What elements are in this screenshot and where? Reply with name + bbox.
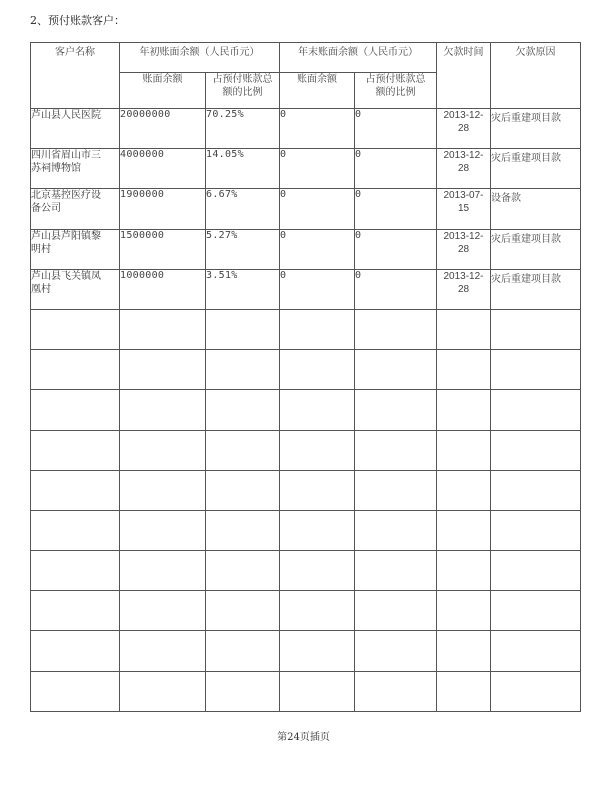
opening-ratio-cell: 14.05%: [206, 149, 280, 189]
arrears-reason-cell: 灾后重建项目款: [491, 269, 581, 309]
header-closing-ratio-line2: 额的比例: [375, 87, 416, 98]
arrears-date-cell: 2013-12- 28: [437, 109, 491, 149]
empty-table-row: [31, 631, 581, 671]
empty-table-row: [31, 309, 581, 349]
table-row: [31, 189, 581, 229]
header-opening-ratio-line2: 额的比例: [222, 87, 263, 98]
opening-balance-cell: 1900000: [120, 189, 206, 229]
closing-balance-cell: 0: [280, 269, 355, 309]
customer-name-cell: 芦山县人民医院: [31, 109, 120, 149]
header-opening-ratio-line1: 占预付账款总: [212, 74, 273, 85]
customer-name-cell: 四川省眉山市三 苏祠博物馆: [31, 149, 120, 189]
closing-ratio-cell: 0: [355, 189, 437, 229]
opening-ratio-cell: 3.51%: [206, 269, 280, 309]
arrears-date-cell: 2013-12- 28: [437, 269, 491, 309]
arrears-reason-cell: 灾后重建项目款: [491, 109, 581, 149]
empty-table-row: [31, 470, 581, 510]
empty-table-row: [31, 390, 581, 430]
closing-balance-cell: 0: [280, 189, 355, 229]
opening-balance-cell: 1000000: [120, 269, 206, 309]
closing-balance-cell: 0: [280, 229, 355, 269]
customer-name-cell: 北京基控医疗设 备公司: [31, 189, 120, 229]
arrears-date-cell: 2013-12- 28: [437, 229, 491, 269]
opening-balance-cell: 20000000: [120, 109, 206, 149]
opening-ratio-cell: 5.27%: [206, 229, 280, 269]
header-closing-ratio: [355, 73, 437, 109]
opening-ratio-cell: 6.67%: [206, 189, 280, 229]
arrears-date-cell: 2013-12- 28: [437, 149, 491, 189]
header-arrears-time: 欠款时间: [437, 43, 491, 109]
header-closing-book-balance: 账面余额: [280, 73, 355, 109]
header-closing-ratio-line1: 占预付账款总: [365, 74, 426, 85]
table-row: [31, 149, 581, 189]
prepaid-accounts-table: [30, 42, 581, 712]
header-customer-name: 客户名称: [31, 43, 120, 109]
closing-balance-cell: 0: [280, 109, 355, 149]
closing-ratio-cell: 0: [355, 149, 437, 189]
header-opening-balance-group: 年初账面余额（人民币元）: [120, 43, 280, 73]
table-row: [31, 229, 581, 269]
table-row: [31, 269, 581, 309]
empty-table-row: [31, 510, 581, 550]
opening-balance-cell: 4000000: [120, 149, 206, 189]
page-footer: 第24页插页: [277, 732, 330, 743]
customer-name-cell: 芦山县芦阳镇黎 明村: [31, 229, 120, 269]
closing-balance-cell: 0: [280, 149, 355, 189]
arrears-date-cell: 2013-07- 15: [437, 189, 491, 229]
opening-ratio-cell: 70.25%: [206, 109, 280, 149]
table-row: [31, 109, 581, 149]
header-arrears-reason: 欠款原因: [491, 43, 581, 109]
empty-table-row: [31, 430, 581, 470]
closing-ratio-cell: 0: [355, 269, 437, 309]
opening-balance-cell: 1500000: [120, 229, 206, 269]
empty-table-row: [31, 671, 581, 711]
arrears-reason-cell: 设备款: [491, 189, 581, 229]
empty-table-row: [31, 350, 581, 390]
header-opening-book-balance: 账面余额: [120, 73, 206, 109]
customer-name-cell: 芦山县飞关镇凤 凰村: [31, 269, 120, 309]
header-opening-ratio: [206, 73, 280, 109]
closing-ratio-cell: 0: [355, 229, 437, 269]
section-heading: 2、预付账款客户：: [30, 14, 125, 27]
empty-table-row: [31, 591, 581, 631]
arrears-reason-cell: 灾后重建项目款: [491, 149, 581, 189]
closing-ratio-cell: 0: [355, 109, 437, 149]
header-closing-balance-group: 年末账面余额（人民币元）: [280, 43, 437, 73]
empty-table-row: [31, 551, 581, 591]
arrears-reason-cell: 灾后重建项目款: [491, 229, 581, 269]
